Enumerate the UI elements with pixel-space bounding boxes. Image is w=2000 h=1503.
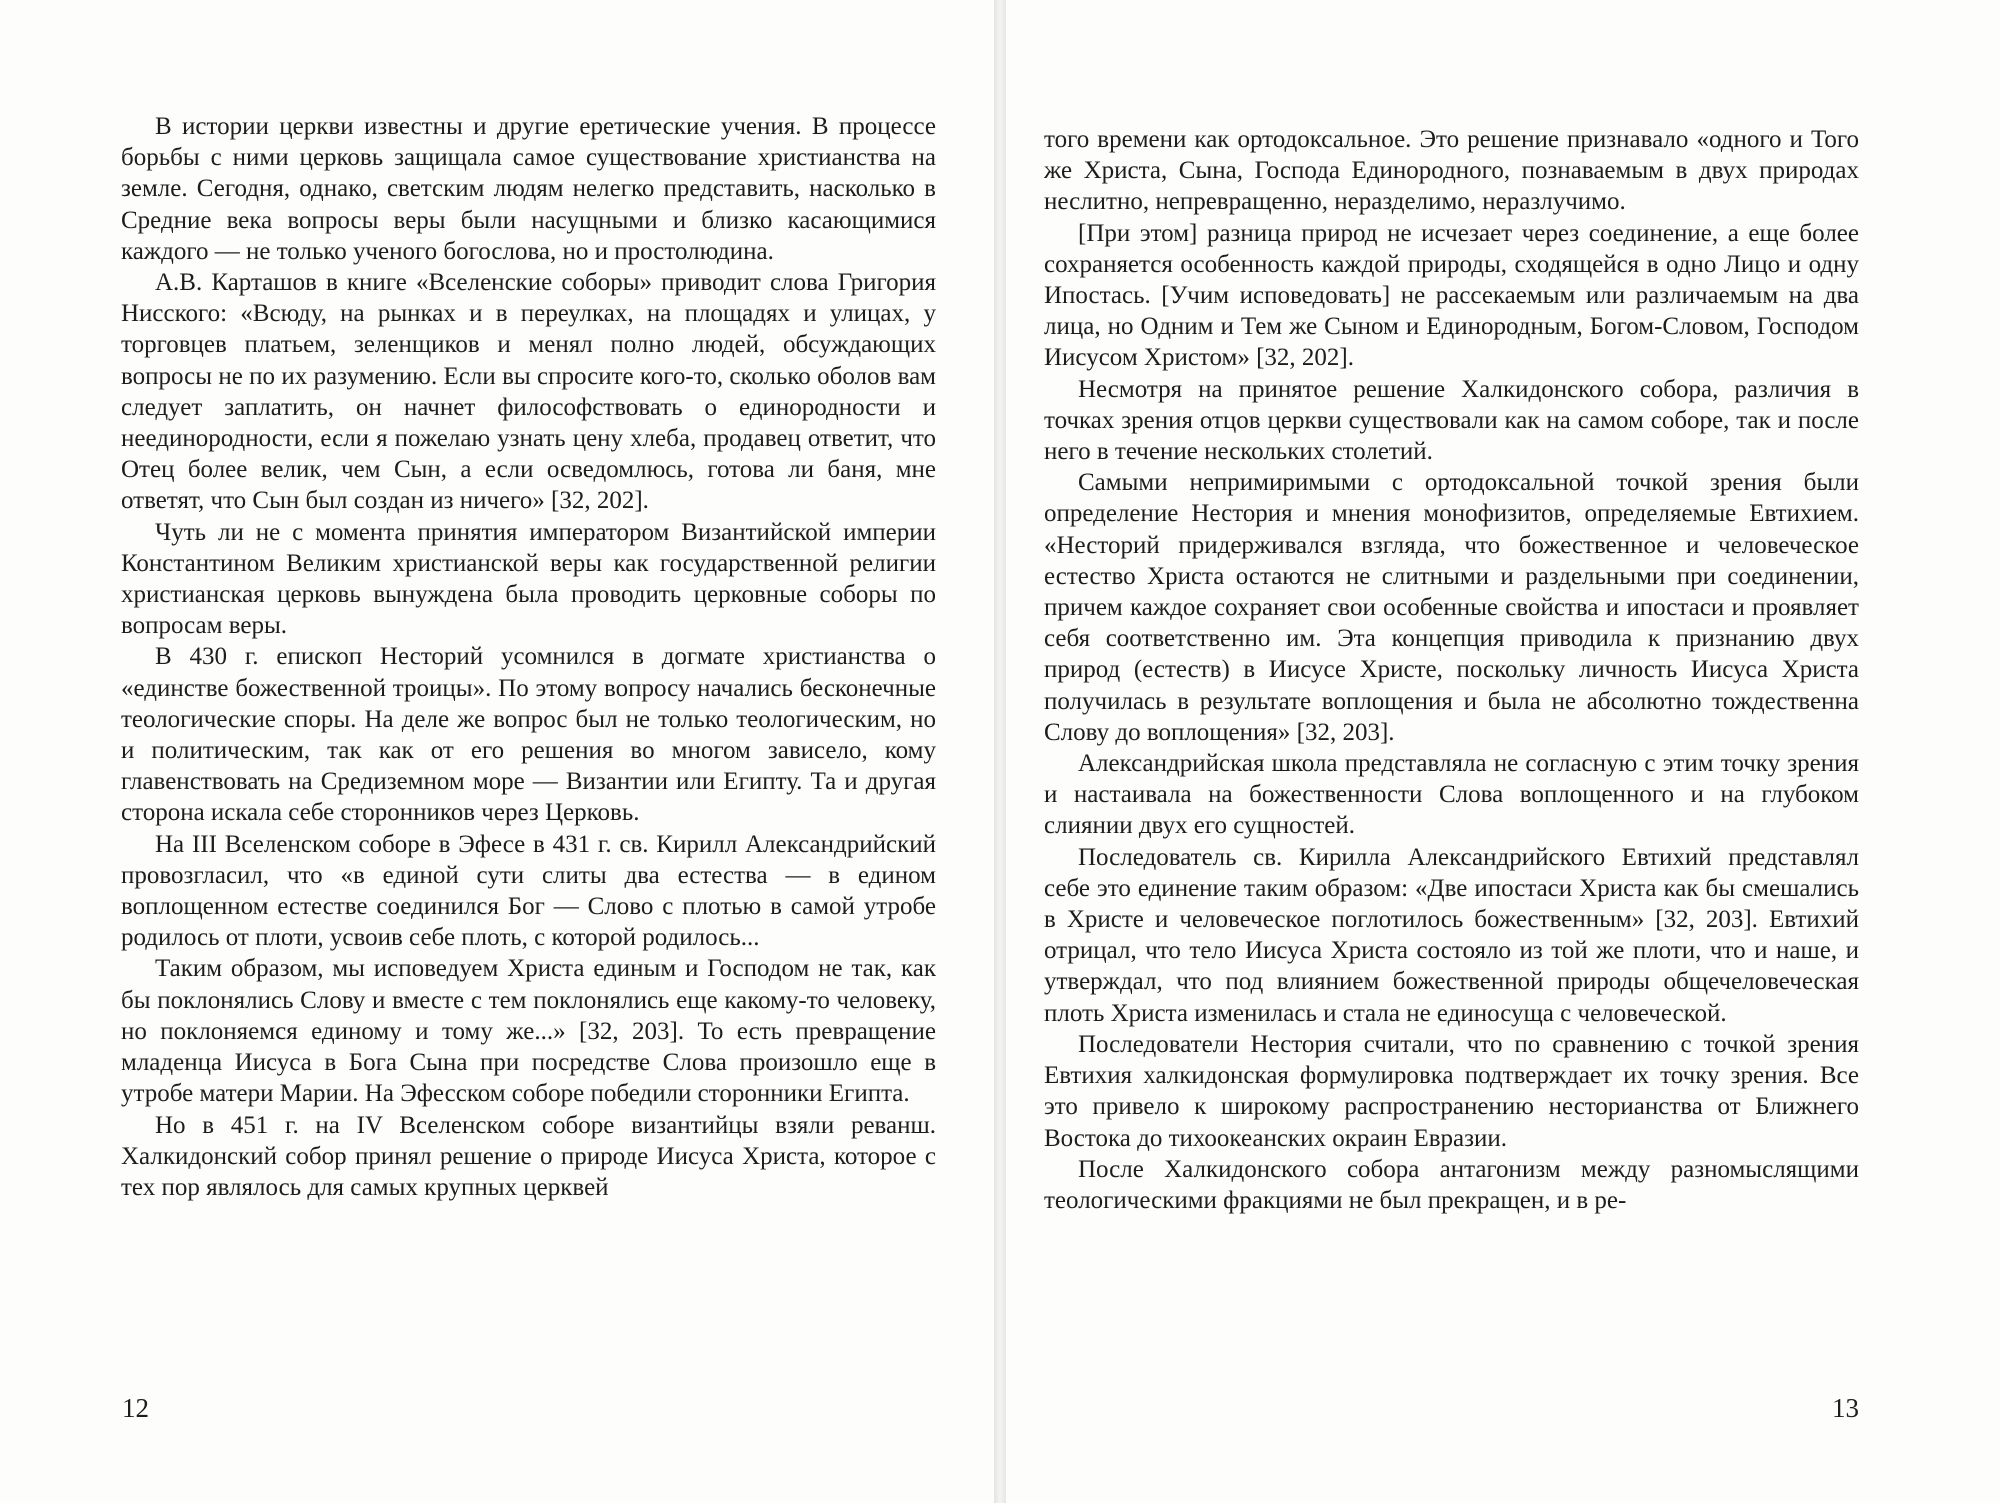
book-gutter	[994, 0, 1006, 1503]
page-number-left: 12	[122, 1393, 149, 1423]
paragraph: В истории церкви известны и другие еретические учения. В процессе борьбы с ними церковь защищала самое существование христианства на земле. Сегодня, однако, светским людям нелегко представить, насколько в Средние века вопросы веры были насущными и близко касающимися каждого — не только ученого богослова, но и простолюдина.	[121, 113, 936, 265]
paragraph: Чуть ли не с момента принятия императором Византийской империи Константином Великим христианской веры как государственной религии христианская церковь вынуждена была проводить церковные соборы по вопросам веры.	[121, 518, 936, 640]
right-page-text	[1044, 124, 1859, 1216]
paragraph: [При этом] разница природ не исчезает через соединение, а еще более сохраняется особенность каждой природы, сходящейся в одно Лицо и одну Ипостась. [Учим исповедовать] не рассекаемым или различаемым на два лица, но Одним и Тем же Сыном и Единородным, Богом-Словом, Господом Иисусом Христом» [32, 202].	[1044, 219, 1859, 372]
paragraph: Александрийская школа представляла не согласную с этим точку зрения и настаивала на божественности Слова воплощенного и на глубоком слиянии двух его сущностей.	[1044, 750, 1859, 840]
paragraph: Последователи Нестория считали, что по сравнению с точкой зрения Евтихия халкидонская формулировка подтверждает их точку зрения. Все это привело к широкому распространению несторианства от Ближнего Востока до тихоокеанских окраин Евразии.	[1044, 1030, 1859, 1152]
page-number-right: 13	[1832, 1393, 1859, 1423]
paragraph: Несмотря на принятое решение Халкидонского собора, различия в точках зрения отцов церкви существовали как на самом соборе, так и после него в течение нескольких столетий.	[1044, 375, 1859, 466]
paragraph: В 430 г. епископ Несторий усомнился в догмате христианства о «единстве божественной троицы». По этому вопросу начались бесконечные теологические споры. На деле же вопрос был не только теологическим, но и политическим, так как от его решения во многом зависело, кому главенствовать на Средиземном море — Византии или Египту. Та и другая сторона искала себе сторонников через Церковь.	[121, 643, 936, 827]
paragraph: А.В. Карташов в книге «Вселенские соборы» приводит слова Григория Нисского: «Всюду, на рынках и в переулках, на площадях и улицах, у торговцев платьем, зеленщиков и менял полно людей, обсуждающих вопросы не по их разумению. Если вы спросите кого-то, сколько оболов вам следует заплатить, он начнет философствовать о единородности и неединородности, если я пожелаю узнать цену хлеба, продавец ответит, что Отец более велик, чем Сын, а если осведомлюсь, готова ли баня, мне ответят, что Сын был создан из ничего» [32, 202].	[121, 269, 936, 515]
paragraph: Таким образом, мы исповедуем Христа единым и Господом не так, как бы поклонялись Слову и вместе с тем поклонялись еще какому-то человеку, но поклоняемся единому и тому же...» [32, 203]. То есть превращение младенца Иисуса в Бога Сына при посредстве Слова произошло еще в утробе матери Марии. На Эфесском соборе победили сторонники Египта.	[121, 955, 936, 1108]
paragraph: Самыми непримиримыми с ортодоксальной точкой зрения были определение Нестория и мнения монофизитов, определяемые Евтихием. «Несторий придерживался взгляда, что божественное и человеческое естество Христа остаются не слитными и раздельными при соединении, причем каждое сохраняет свои особенные свойства и ипостаси и проявляет себя соответственно им. Эта концепция приводила к признанию двух природ (естеств) в Иисусе Христе, поскольку личность Иисуса Христа получилась в результате воплощения и была не абсолютно тождественна Слову до воплощения» [32, 203].	[1044, 469, 1859, 746]
paragraph-continuation: того времени как ортодоксальное. Это решение признавало «одного и Того же Христа, Сына, Господа Единородного, познаваемым в двух природах неслитно, непревращенно, неразделимо, неразлучимо.	[1044, 126, 1859, 216]
paragraph: Последователь св. Кирилла Александрийского Евтихий представлял себе это единение таким образом: «Две ипостаси Христа как бы смешались в Христе и человеческое поглотилось божественным» [32, 203]. Евтихий отрицал, что тело Иисуса Христа состояло из той же плоти, что и наше, и утверждал, что под влиянием божественной природы общечеловеческая плоть Христа изменилась и стала не единосуща с человеческой.	[1044, 843, 1859, 1027]
paragraph: На III Вселенском соборе в Эфесе в 431 г. св. Кирилл Александрийский провозгласил, что «в единой сути слиты два естества — в едином воплощенном естестве соединился Бог — Слово с плотью в самой утробе родилось от плоти, усвоив себе плоть, с которой родилось...	[121, 830, 936, 952]
right-page	[1006, 0, 2000, 1503]
paragraph: Но в 451 г. на IV Вселенском соборе византийцы взяли реванш. Халкидонский собор принял решение о природе Иисуса Христа, которое с тех пор являлось для самых крупных церквей	[121, 1111, 936, 1201]
left-page	[0, 0, 994, 1503]
paragraph: После Халкидонского собора антагонизм между разномыслящими теологическими фракциями не был прекращен, и в ре-	[1044, 1155, 1859, 1214]
left-page-text	[121, 111, 936, 1203]
